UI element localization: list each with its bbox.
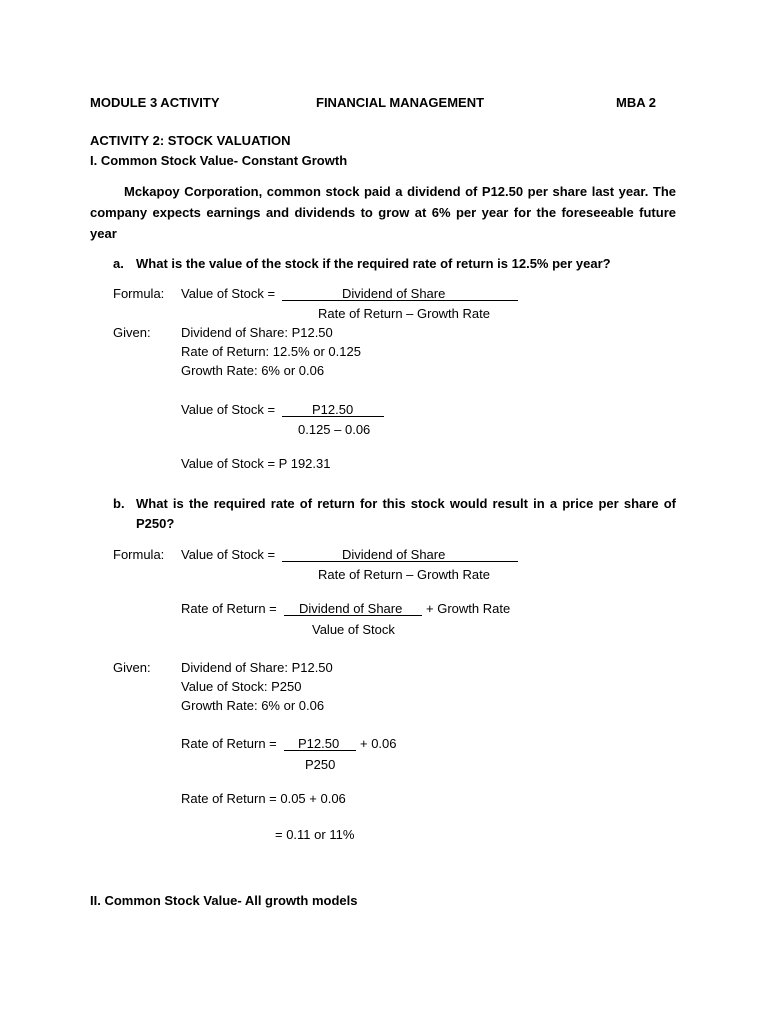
- qa-formula-label: Formula:: [113, 286, 165, 301]
- question-a-marker: a.: [113, 256, 124, 271]
- section2-title: II. Common Stock Value- All growth models: [90, 893, 358, 908]
- qa-given-rate: Rate of Return: 12.5% or 0.125: [181, 344, 361, 359]
- section1-intro: Mckapoy Corporation, common stock paid a dividend of P12.50 per share last year. The company expects earnings and dividends to grow at 6% per year for the foreseeable future year: [90, 184, 676, 241]
- qa-calc-denominator: 0.125 – 0.06: [298, 422, 371, 437]
- qb-calc-lhs: Rate of Return =: [181, 736, 277, 751]
- qa-formula-denominator: Rate of Return – Growth Rate: [318, 306, 490, 321]
- qa-given-growth: Growth Rate: 6% or 0.06: [181, 363, 325, 378]
- question-b-text-line2: P250?: [136, 516, 175, 531]
- qa-given-dividend: Dividend of Share: P12.50: [181, 325, 333, 340]
- qb-formula-lhs: Value of Stock =: [181, 547, 276, 562]
- question-b-text-line1: What is the required rate of return for this stock would result in a price per share of: [136, 496, 676, 511]
- qb-given-growth: Growth Rate: 6% or 0.06: [181, 698, 325, 713]
- header-subject: FINANCIAL MANAGEMENT: [316, 95, 485, 110]
- qb-result: = 0.11 or 11%: [275, 827, 355, 842]
- qb-formula-numerator: Dividend of Share: [342, 547, 446, 562]
- qb-formula-label: Formula:: [113, 547, 165, 562]
- qb-rearranged-denominator: Value of Stock: [312, 622, 395, 637]
- section1-title: I. Common Stock Value- Constant Growth: [90, 153, 348, 168]
- header-program: MBA 2: [616, 95, 656, 110]
- qb-step: Rate of Return = 0.05 + 0.06: [181, 791, 346, 806]
- question-a-text: What is the value of the stock if the required rate of return is 12.5% per year?: [136, 256, 611, 271]
- qb-calc-plus-growth: + 0.06: [360, 736, 397, 751]
- qb-given-label: Given:: [113, 660, 151, 675]
- activity-title: ACTIVITY 2: STOCK VALUATION: [90, 133, 291, 148]
- qb-formula-denominator: Rate of Return – Growth Rate: [318, 567, 490, 582]
- qb-rearranged-lhs: Rate of Return =: [181, 601, 277, 616]
- qa-calc-lhs: Value of Stock =: [181, 402, 276, 417]
- qb-calc-numerator: P12.50: [298, 736, 340, 751]
- qa-given-label: Given:: [113, 325, 151, 340]
- question-b-marker: b.: [113, 496, 125, 511]
- qb-rearranged-plus-growth: + Growth Rate: [426, 601, 511, 616]
- qa-calc-numerator: P12.50: [312, 402, 354, 417]
- qb-calc-denominator: P250: [305, 757, 336, 772]
- header-module: MODULE 3 ACTIVITY: [90, 95, 220, 110]
- qb-rearranged-numerator: Dividend of Share: [299, 601, 403, 616]
- qb-given-value: Value of Stock: P250: [181, 679, 302, 694]
- qb-given-dividend: Dividend of Share: P12.50: [181, 660, 333, 675]
- qa-formula-lhs: Value of Stock =: [181, 286, 276, 301]
- qa-result: Value of Stock = P 192.31: [181, 456, 331, 471]
- qa-formula-numerator: Dividend of Share: [342, 286, 446, 301]
